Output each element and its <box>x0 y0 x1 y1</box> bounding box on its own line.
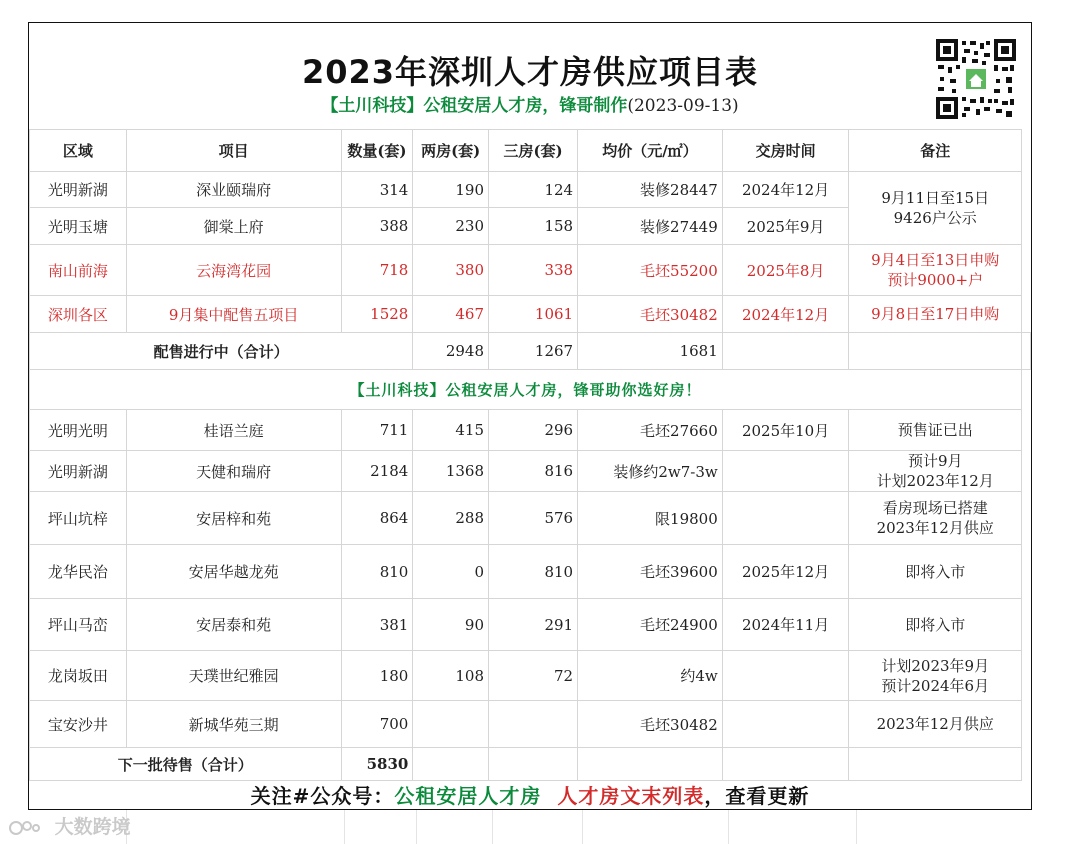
empty-cell <box>722 748 849 781</box>
three-room-cell: 72 <box>489 651 578 701</box>
delivery-cell <box>722 492 849 545</box>
qty-cell: 381 <box>341 599 413 651</box>
watermark-logo-icon <box>8 817 48 839</box>
three-room-cell: 124 <box>489 172 578 208</box>
delivery-cell: 2024年12月 <box>722 172 849 208</box>
note-line: 2023年12月供应 <box>876 519 994 537</box>
note-line: 即将入市 <box>905 615 966 634</box>
table-row <box>30 172 1031 208</box>
delivery-cell <box>722 651 849 701</box>
table-row <box>30 451 1031 492</box>
price-cell: 毛坯30482 <box>578 701 723 748</box>
subtotal-three: 1681 <box>578 333 723 370</box>
qty-cell: 810 <box>341 545 413 599</box>
subtotal-row <box>30 333 1031 370</box>
price-cell: 毛坯55200 <box>578 245 723 296</box>
footer-prefix: 关注#公众号： <box>250 784 395 808</box>
project-cell: 安居泰和苑 <box>126 599 341 651</box>
note-cell <box>849 245 1022 296</box>
qty-cell: 388 <box>341 208 413 245</box>
three-room-cell <box>489 701 578 748</box>
three-room-cell: 291 <box>489 599 578 651</box>
footer-suffix: ，查看更新 <box>704 784 810 808</box>
project-cell: 云海湾花园 <box>126 245 341 296</box>
project-cell: 安居华越龙苑 <box>126 545 341 599</box>
footer-highlight: 人才房文末列表 <box>557 784 705 808</box>
subtotal-label: 配售进行中（合计） <box>30 333 413 370</box>
qty-cell: 700 <box>341 701 413 748</box>
subtitle <box>29 91 1031 116</box>
project-cell: 天璞世纪雅园 <box>126 651 341 701</box>
two-room-cell: 467 <box>413 296 489 333</box>
table-row <box>30 545 1031 599</box>
project-cell: 新城华苑三期 <box>126 701 341 748</box>
price-cell: 毛坯30482 <box>578 296 723 333</box>
supply-table <box>29 129 1031 781</box>
subtotal-qty: 5830 <box>341 748 413 781</box>
col-header: 备注 <box>849 130 1022 172</box>
delivery-cell: 2025年10月 <box>722 410 849 451</box>
two-room-cell: 1368 <box>413 451 489 492</box>
two-room-cell: 108 <box>413 651 489 701</box>
price-cell: 毛坯39600 <box>578 545 723 599</box>
delivery-cell: 2025年9月 <box>722 208 849 245</box>
watermark-text: 大数跨境 <box>54 816 131 838</box>
area-cell: 光明新湖 <box>30 172 127 208</box>
three-room-cell: 810 <box>489 545 578 599</box>
table-row <box>30 651 1031 701</box>
table-row <box>30 296 1031 333</box>
footer-follow-note <box>29 780 1031 809</box>
two-room-cell: 415 <box>413 410 489 451</box>
qty-cell: 314 <box>341 172 413 208</box>
note-line: 9月4日至13日申购 <box>871 251 1000 269</box>
footer-account: 公租安居人才房 <box>394 784 542 808</box>
note-cell <box>849 451 1022 492</box>
three-room-cell: 158 <box>489 208 578 245</box>
ghost-grid-lines <box>28 810 1032 844</box>
price-cell: 限19800 <box>578 492 723 545</box>
three-room-cell: 576 <box>489 492 578 545</box>
qty-cell: 180 <box>341 651 413 701</box>
area-cell: 深圳各区 <box>30 296 127 333</box>
col-header: 数量(套) <box>341 130 413 172</box>
three-room-cell: 296 <box>489 410 578 451</box>
delivery-cell: 2025年12月 <box>722 545 849 599</box>
area-cell: 坪山马峦 <box>30 599 127 651</box>
subtitle-date: (2023-09-13) <box>627 96 739 116</box>
two-room-cell: 230 <box>413 208 489 245</box>
table-row <box>30 599 1031 651</box>
empty-cell <box>849 748 1022 781</box>
qty-cell: 864 <box>341 492 413 545</box>
project-cell: 天健和瑞府 <box>126 451 341 492</box>
note-line: 预计9月 <box>907 452 963 470</box>
qty-cell: 711 <box>341 410 413 451</box>
project-cell: 深业颐瑞府 <box>126 172 341 208</box>
three-room-cell: 816 <box>489 451 578 492</box>
price-cell: 毛坯24900 <box>578 599 723 651</box>
qty-cell: 1528 <box>341 296 413 333</box>
three-room-cell: 338 <box>489 245 578 296</box>
price-cell: 约4w <box>578 651 723 701</box>
qty-cell: 718 <box>341 245 413 296</box>
two-room-cell: 90 <box>413 599 489 651</box>
table-row <box>30 410 1031 451</box>
header-row <box>30 130 1031 172</box>
note-cell <box>849 492 1022 545</box>
subtotal-two: 1267 <box>489 333 578 370</box>
note-cell <box>849 296 1022 333</box>
housing-supply-sheet <box>28 22 1032 810</box>
table-row <box>30 245 1031 296</box>
table-row <box>30 492 1031 545</box>
project-cell: 9月集中配售五项目 <box>126 296 341 333</box>
note-cell <box>849 599 1022 651</box>
area-cell: 光明光明 <box>30 410 127 451</box>
empty-cell <box>413 748 489 781</box>
empty-cell <box>489 748 578 781</box>
area-cell: 光明新湖 <box>30 451 127 492</box>
note-line: 计划2023年12月 <box>876 472 994 490</box>
note-line: 预计2024年6月 <box>881 676 990 695</box>
qr-code-icon <box>936 39 1016 119</box>
project-cell: 御棠上府 <box>126 208 341 245</box>
page-title: 2023年深圳人才房供应项目表 <box>301 53 759 91</box>
area-cell: 宝安沙井 <box>30 701 127 748</box>
area-cell: 光明玉塘 <box>30 208 127 245</box>
empty-cell <box>578 748 723 781</box>
table-row <box>30 701 1031 748</box>
delivery-cell: 2024年12月 <box>722 296 849 333</box>
subtotal-row <box>30 748 1031 781</box>
note-line: 看房现场已搭建 <box>882 499 988 517</box>
note-cell <box>849 651 1022 701</box>
delivery-cell <box>722 451 849 492</box>
note-line: 9月8日至17日申购 <box>871 305 1000 323</box>
project-cell: 桂语兰庭 <box>126 410 341 451</box>
project-cell: 安居梓和苑 <box>126 492 341 545</box>
note-line: 计划2023年9月 <box>881 656 990 675</box>
subtotal-qty: 2948 <box>413 333 489 370</box>
note-line: 2023年12月供应 <box>876 715 994 733</box>
subtitle-brand: 【土川科技】公租安居人才房，锋哥制作 <box>321 96 628 116</box>
area-cell: 龙华民治 <box>30 545 127 599</box>
area-cell: 龙岗坂田 <box>30 651 127 701</box>
note-line: 9426户公示 <box>893 209 977 227</box>
delivery-cell: 2025年8月 <box>722 245 849 296</box>
delivery-cell <box>722 701 849 748</box>
price-cell: 装修27449 <box>578 208 723 245</box>
two-room-cell: 0 <box>413 545 489 599</box>
three-room-cell: 1061 <box>489 296 578 333</box>
two-room-cell <box>413 701 489 748</box>
col-header: 区域 <box>30 130 127 172</box>
empty-cell <box>849 333 1022 370</box>
price-cell: 毛坯27660 <box>578 410 723 451</box>
col-header: 两房(套) <box>413 130 489 172</box>
watermark <box>8 812 131 839</box>
two-room-cell: 288 <box>413 492 489 545</box>
col-header: 交房时间 <box>722 130 849 172</box>
note-cell <box>849 545 1022 599</box>
col-header: 项目 <box>126 130 341 172</box>
banner-row <box>30 370 1031 410</box>
area-cell: 坪山坑梓 <box>30 492 127 545</box>
note-line: 预售证已出 <box>897 421 973 439</box>
delivery-cell: 2024年11月 <box>722 599 849 651</box>
two-room-cell: 380 <box>413 245 489 296</box>
price-cell: 装修28447 <box>578 172 723 208</box>
note-cell <box>849 172 1022 245</box>
empty-cell <box>722 333 849 370</box>
two-room-cell: 190 <box>413 172 489 208</box>
price-cell: 装修约2w7-3w <box>578 451 723 492</box>
subtotal-label: 下一批待售（合计） <box>30 748 342 781</box>
qty-cell: 2184 <box>341 451 413 492</box>
area-cell: 南山前海 <box>30 245 127 296</box>
col-header: 均价（元/㎡） <box>578 130 723 172</box>
note-line: 即将入市 <box>905 562 966 581</box>
note-cell <box>849 701 1022 748</box>
empty-cell <box>1022 333 1031 370</box>
note-line: 预计9000+户 <box>887 271 984 289</box>
note-cell <box>849 410 1022 451</box>
col-header: 三房(套) <box>489 130 578 172</box>
promo-banner: 【土川科技】公租安居人才房，锋哥助你选好房！ <box>30 370 1022 410</box>
note-line: 9月11日至15日 <box>881 189 990 207</box>
